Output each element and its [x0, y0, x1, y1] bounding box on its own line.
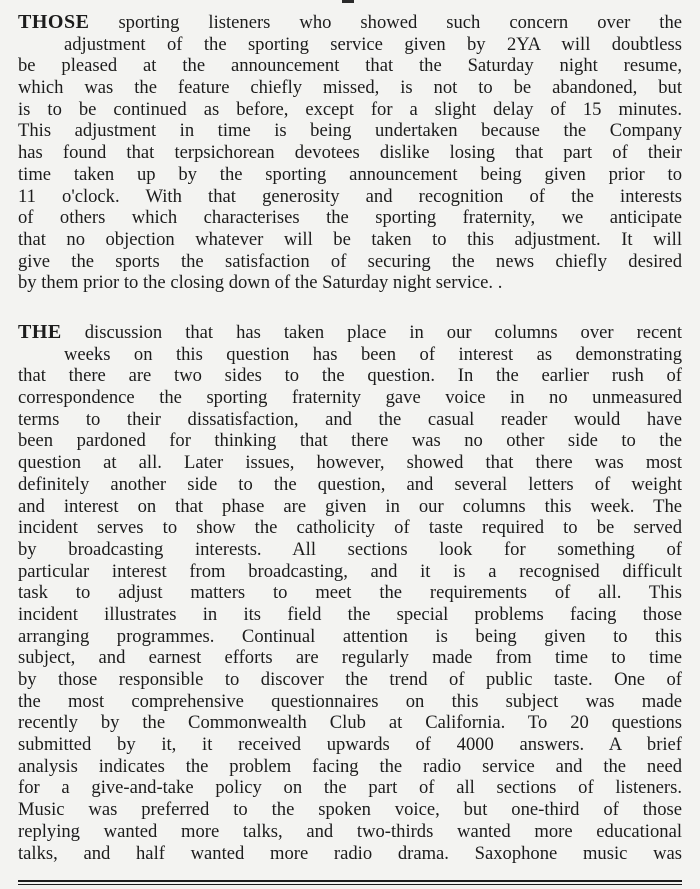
text-line: subject, and earnest efforts are regularly made from time to time — [18, 647, 682, 669]
text-line: which was the feature chiefly missed, is not to be abandoned, but — [18, 77, 682, 99]
text-line: arranging programmes. Continual attention is being given to this — [18, 625, 682, 647]
text-line: by those responsible to discover the trend of public taste. One of — [18, 669, 682, 690]
text-line: by them prior to the closing down of the Saturday night service. . — [18, 272, 503, 294]
opening-capitals: THE — [18, 321, 62, 343]
text-line: Music was preferred to the spoken voice, but one-third of those — [18, 799, 682, 821]
text-line: terms to their dissatisfaction, and the casual reader would have — [18, 408, 682, 430]
text-line: particular interest from broadcasting, and it is a recognised difficult — [18, 560, 682, 582]
paragraph-discussion — [18, 322, 682, 864]
text-line: recently by the Commonwealth Club at California. To 20 questions — [18, 712, 682, 734]
text-line: of others which characterises the sporting fraternity, we anticipate — [18, 207, 682, 229]
text-line: time taken up by the sporting announcement being given prior to — [18, 163, 682, 185]
text-line: and interest on that phase are given in our columns this week. The — [18, 495, 682, 517]
text-line: that no objection whatever will be taken to this adjustment. It will — [18, 228, 682, 250]
text-line: definitely another side to the question, and several letters of weight — [18, 473, 682, 495]
bottom-rule — [18, 880, 682, 882]
column-top-mark — [342, 0, 354, 3]
text-line: question at all. Later issues, however, showed that there was most — [18, 452, 682, 474]
text-line: 11 o'clock. With that generosity and recognition of the interests — [18, 185, 682, 207]
text-line: give the sports the satisfaction of securing the news chiefly desired — [18, 250, 682, 272]
text-line: has found that terpsichorean devotees dislike losing that part of their — [18, 142, 682, 164]
text-line: submitted by it, it received upwards of 4000 answers. A brief — [18, 734, 682, 756]
text-line: THOSE sporting listeners who showed such concern over the — [18, 11, 682, 33]
text-line: replying wanted more talks, and two-thirds wanted more educational — [18, 820, 682, 842]
text-line: that there are two sides to the question. In the earlier rush of — [18, 365, 682, 387]
text-line: analysis indicates the problem facing the radio service and the need — [18, 755, 682, 777]
text-line: task to adjust matters to meet the requirements of all. This — [18, 582, 682, 604]
text-line: adjustment of the sporting service given by 2YA will doubtless — [64, 33, 682, 55]
text-line: incident illustrates in its field the special problems facing those — [18, 603, 682, 625]
text-line: THE discussion that has taken place in our columns over recent — [18, 321, 682, 343]
text-line: This adjustment in time is being undertaken because the Company — [18, 120, 682, 142]
text-line: talks, and half wanted more radio drama. Saxophone music was — [18, 842, 682, 864]
text-line: correspondence the sporting fraternity gave voice in no unmeasured — [18, 387, 682, 409]
text-line: by broadcasting interests. All sections look for something of — [18, 538, 682, 560]
text-line: is to be continued as before, except for a slight delay of 15 minutes. — [18, 98, 682, 120]
text-line: weeks on this question has been of interest as demonstrating — [64, 343, 682, 365]
opening-capitals: THOSE — [18, 11, 90, 33]
bottom-rule-thin — [18, 884, 682, 885]
text-line: been pardoned for thinking that there was no other side to the — [18, 430, 682, 452]
text-line: be pleased at the announcement that the Saturday night resume, — [18, 55, 682, 77]
text-line: for a give-and-take policy on the part of all sections of listeners. — [18, 777, 682, 799]
paragraph-sporting-service — [18, 12, 682, 294]
text-line: incident serves to show the catholicity of taste required to be served — [18, 517, 682, 539]
text-line: the most comprehensive questionnaires on this subject was made — [18, 690, 682, 712]
